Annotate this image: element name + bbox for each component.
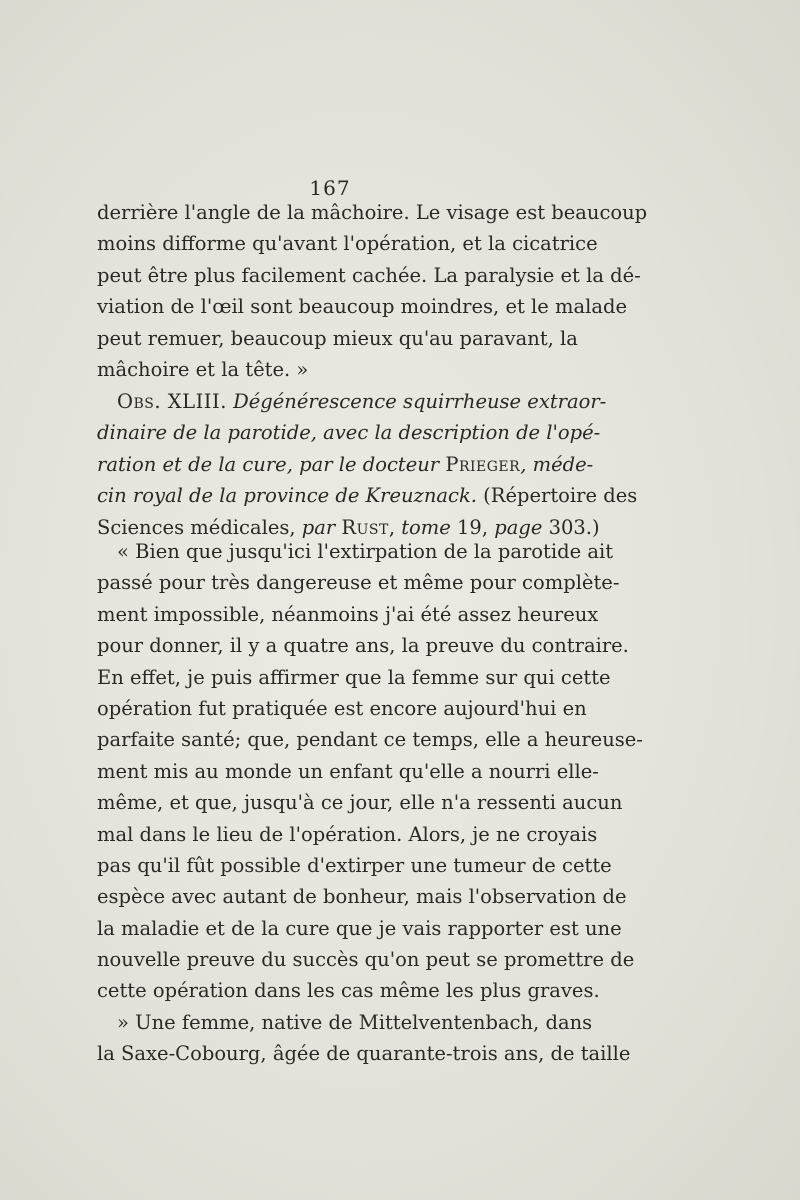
observation-title: ration et de la cure, par le docteur (97, 452, 440, 476)
text-line: même, et que, jusqu'à ce jour, elle n'a ressenti aucun (97, 791, 623, 815)
source-reference: par (295, 515, 342, 539)
text-line: passé pour très dangereuse et même pour complète- (97, 571, 620, 595)
paragraph-continuation (97, 197, 648, 385)
source-reference: 303.) (542, 515, 600, 539)
text-line: mâchoire et la tête. » (97, 357, 309, 381)
text-line: la Saxe-Cobourg, âgée de quarante-trois ans, de taille (97, 1042, 631, 1066)
source-reference: tome (401, 515, 451, 539)
page-number: 167 (309, 176, 351, 200)
observation-body (97, 536, 643, 1070)
source-reference: page (494, 515, 543, 539)
text-line: peut être plus facilement cachée. La paralysie et la dé- (97, 263, 641, 287)
text-line: derrière l'angle de la mâchoire. Le visage est beaucoup (97, 201, 648, 224)
observation-title: Dégénérescence squirrheuse extraor- (233, 390, 607, 413)
editor-name: Rust (341, 515, 389, 539)
source-reference: (Répertoire des (476, 484, 638, 508)
text-line: espèce avec autant de bonheur, mais l'observation de (97, 885, 627, 909)
source-reference: , (388, 515, 402, 539)
text-line: opération fut pratiquée est encore aujourd'hui en (97, 696, 587, 720)
observation-title: , méde- (520, 452, 594, 476)
text-line: nouvelle preuve du succès qu'on peut se promettre de (97, 948, 635, 972)
source-reference: Sciences médicales, (97, 515, 296, 539)
author-name: Prieger (445, 452, 521, 476)
text-line: ment impossible, néanmoins j'ai été assez heureux (97, 602, 599, 626)
observation-heading (97, 386, 638, 543)
text-line: pas qu'il fût possible d'extirper une tumeur de cette (97, 853, 612, 877)
text-line: » Une femme, native de Mittelventenbach, dans (117, 1010, 593, 1034)
text-line: viation de l'œil sont beaucoup moindres, et le malade (97, 295, 627, 319)
observation-title: cin royal de la province de Kreuznack. (97, 484, 477, 508)
text-line: pour donner, il y a quatre ans, la preuve du contraire. (97, 634, 629, 658)
observation-label: Obs. XLIII. (117, 390, 227, 413)
text-line: cette opération dans les cas même les plus graves. (97, 979, 600, 1003)
text-line: moins difforme qu'avant l'opération, et la cicatrice (97, 232, 598, 256)
text-line: la maladie et de la cure que je vais rapporter est une (97, 916, 622, 940)
text-line: En effet, je puis affirmer que la femme sur qui cette (97, 665, 611, 689)
text-line: mal dans le lieu de l'opération. Alors, je ne croyais (97, 822, 598, 846)
text-line: ment mis au monde un enfant qu'elle a nourri elle- (97, 759, 599, 783)
text-line: « Bien que jusqu'ici l'extirpation de la parotide ait (117, 540, 614, 563)
text-line: parfaite santé; que, pendant ce temps, elle a heureuse- (97, 728, 643, 752)
text-line: peut remuer, beaucoup mieux qu'au paravant, la (97, 326, 578, 350)
observation-title: dinaire de la parotide, avec la description de l'opé- (97, 421, 601, 445)
source-reference: 19, (450, 515, 495, 539)
